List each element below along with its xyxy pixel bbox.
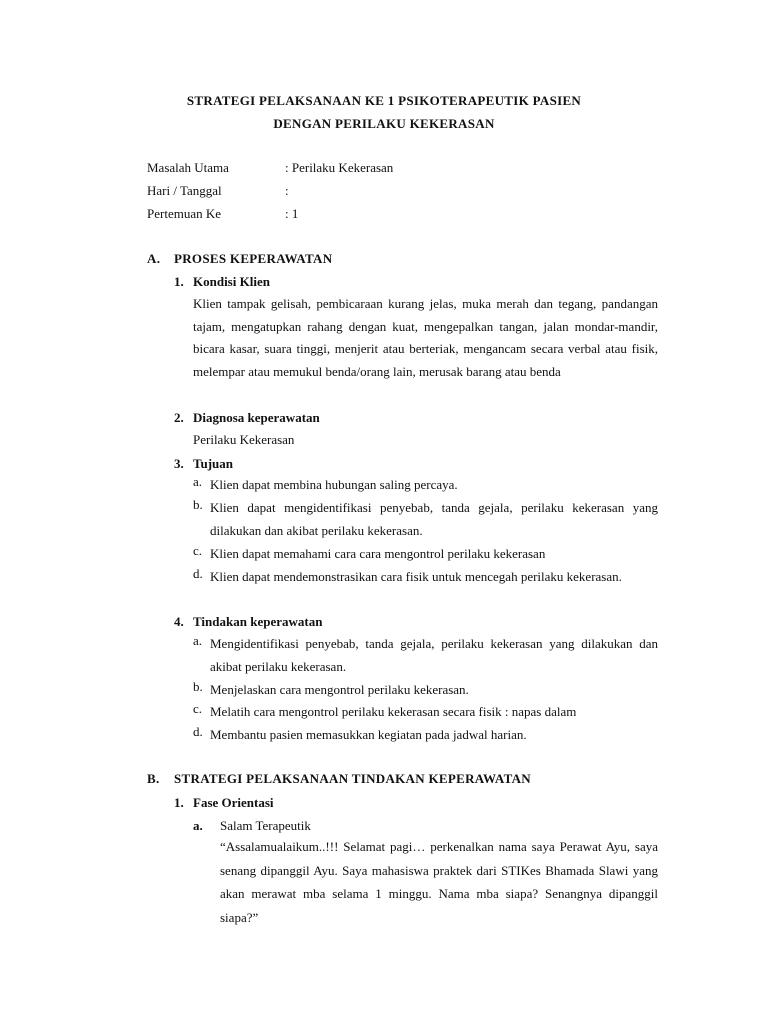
subsection-title: Diagnosa keperawatan: [193, 410, 320, 425]
list-item-title: Salam Terapeutik: [220, 818, 311, 833]
diagnosa-text: Perilaku Kekerasan: [193, 432, 295, 447]
meta-value: : 1: [285, 206, 299, 221]
subsection-number: 3.: [174, 456, 184, 471]
subsection-number: 4.: [174, 614, 184, 629]
list-marker: d.: [193, 724, 203, 739]
salam-terapeutik-quote: “Assalamualaikum..!!! Selamat pagi… perkenalkan nama saya Perawat Ayu, saya senang dipanggil Ayu. Saya mahasiswa praktek dari STIKes Bhamada Slawi yang akan merawat mba selama 1 minggu. Nama mba siapa? Senangnya dipanggil siapa?”: [220, 839, 658, 925]
list-marker: a.: [193, 633, 203, 648]
meta-value: : Perilaku Kekerasan: [285, 160, 394, 175]
list-marker: a.: [193, 818, 203, 833]
list-marker: b.: [193, 497, 203, 512]
meta-value: :: [285, 183, 289, 198]
subsection-number: 2.: [174, 410, 184, 425]
list-item-text: Menjelaskan cara mengontrol perilaku kekerasan.: [210, 682, 469, 697]
document-title-line-1: STRATEGI PELAKSANAAN KE 1 PSIKOTERAPEUTIK PASIEN: [186, 93, 582, 108]
list-item-text: Klien dapat mengidentifikasi penyebab, tanda gejala, perilaku kekerasan yang dilakukan dan akibat perilaku kekerasan.: [210, 500, 658, 538]
subsection-title: Fase Orientasi: [193, 795, 274, 810]
section-letter: B.: [147, 771, 160, 786]
list-item-text: Klien dapat membina hubungan saling percaya.: [210, 477, 458, 492]
list-item-text: Klien dapat mendemonstrasikan cara fisik untuk mencegah perilaku kekerasan.: [210, 569, 622, 584]
list-marker: b.: [193, 679, 203, 694]
meta-label: Pertemuan Ke: [147, 206, 222, 221]
list-marker: c.: [193, 543, 203, 558]
meta-label: Hari / Tanggal: [147, 183, 222, 198]
list-item-text: Klien dapat memahami cara cara mengontrol perilaku kekerasan: [210, 546, 546, 561]
section-letter: A.: [147, 251, 161, 266]
list-marker: c.: [193, 701, 203, 716]
subsection-title: Tujuan: [193, 456, 233, 471]
list-item-text: Mengidentifikasi penyebab, tanda gejala, perilaku kekerasan yang dilakukan dan akibat perilaku kekerasan.: [210, 636, 658, 674]
section-title: STRATEGI PELAKSANAAN TINDAKAN KEPERAWATAN: [174, 771, 531, 786]
section-title: PROSES KEPERAWATAN: [174, 251, 333, 266]
list-item-text: Membantu pasien memasukkan kegiatan pada jadwal harian.: [210, 727, 527, 742]
document-title-line-2: DENGAN PERILAKU KEKERASAN: [273, 116, 495, 131]
subsection-number: 1.: [174, 274, 184, 289]
list-item-text: Melatih cara mengontrol perilaku kekerasan secara fisik : napas dalam: [210, 704, 577, 719]
subsection-title: Tindakan keperawatan: [193, 614, 323, 629]
kondisi-klien-paragraph: Klien tampak gelisah, pembicaraan kurang jelas, muka merah dan tegang, pandangan tajam, mengatupkan rahang dengan kuat, mengepalkan tangan, jalan mondar-mandir, bicara kasar, suara tinggi, menjerit atau berteriak, mengancam secara verbal atau fisik, melempar atau memukul benda/orang lain, merusak barang atau benda: [193, 296, 658, 379]
meta-label: Masalah Utama: [147, 160, 229, 175]
subsection-title: Kondisi Klien: [193, 274, 270, 289]
subsection-number: 1.: [174, 795, 184, 810]
list-marker: d.: [193, 566, 203, 581]
list-marker: a.: [193, 474, 203, 489]
